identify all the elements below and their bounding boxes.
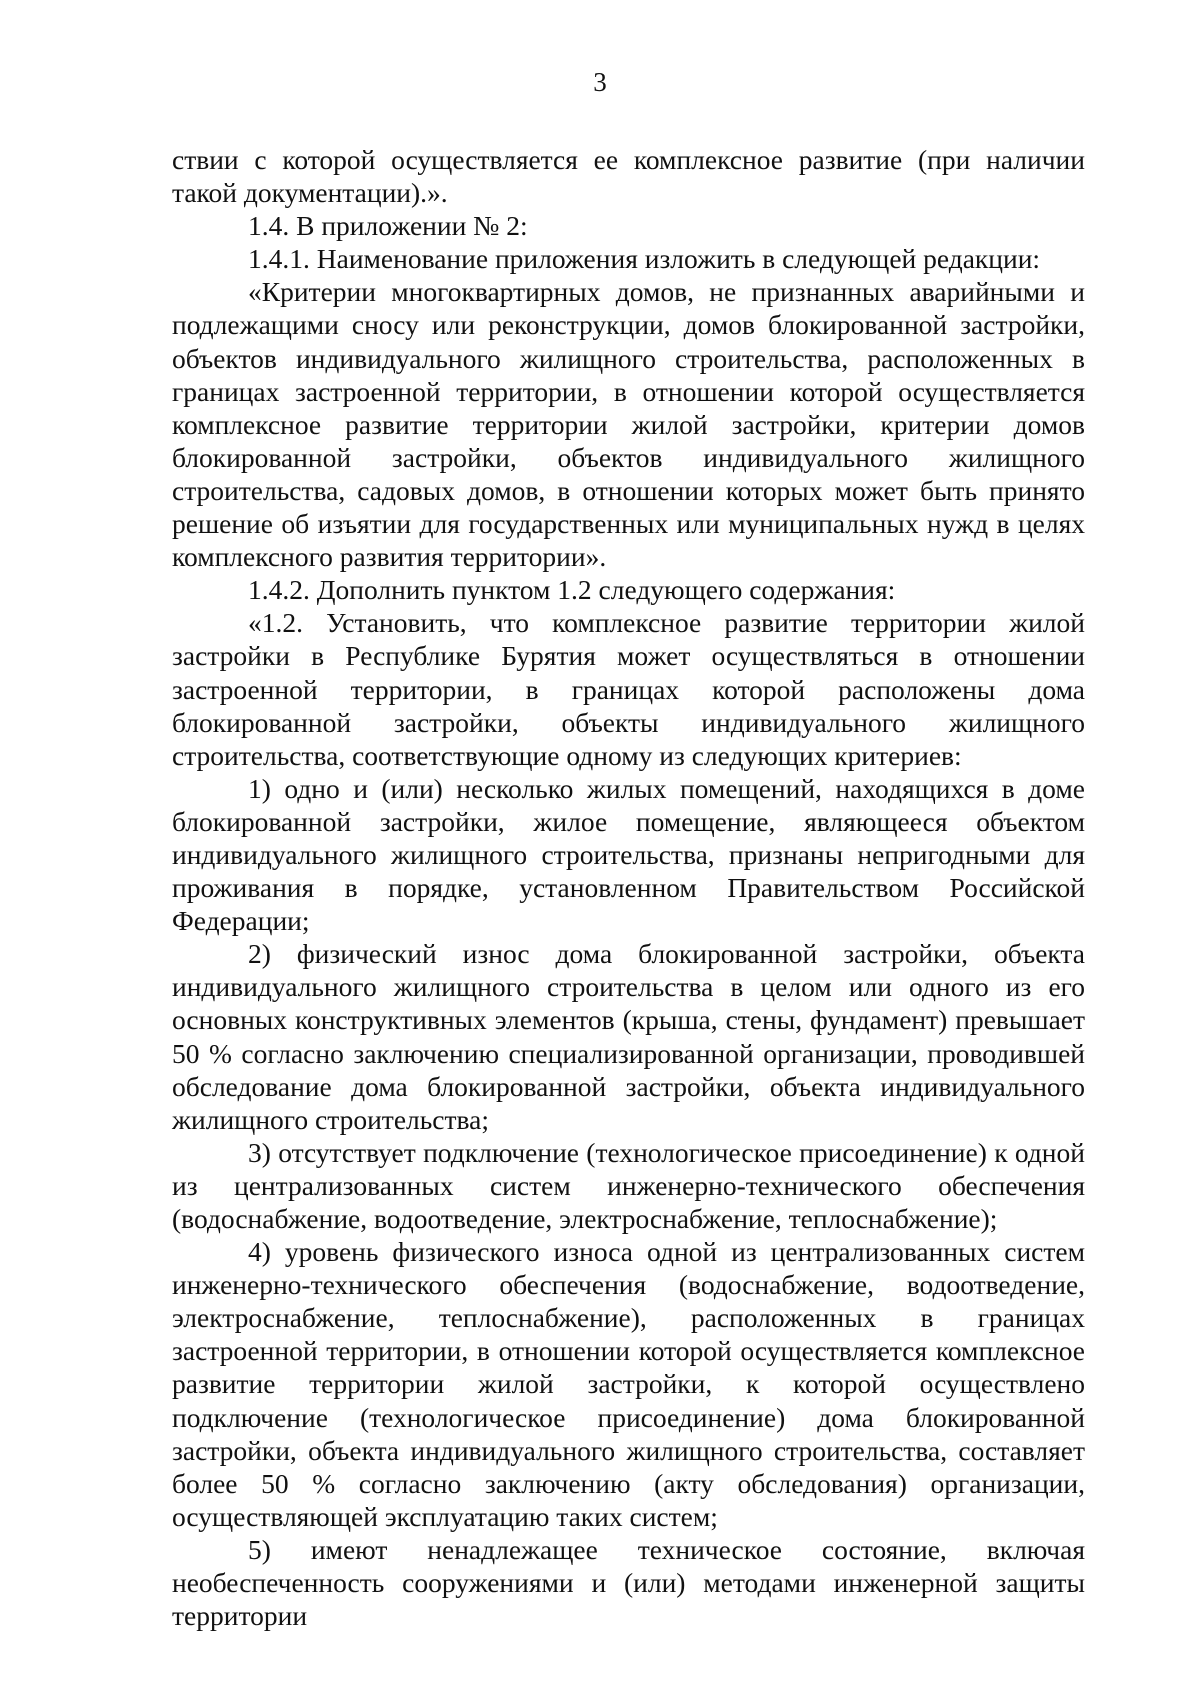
paragraph-1-2: «1.2. Установить, что комплексное развитие территории жилой застройки в Республике Бурятия может осуществляться в отношении застроенной территории, в границах которой расположены дома блокированной застройки, объекты индивидуального жилищного строительства, соответствующие одному из следующих критериев: <box>172 607 1085 771</box>
paragraph-1-4: 1.4. В приложении № 2: <box>248 210 528 242</box>
paragraph-1-4-1: 1.4.1. Наименование приложения изложить в следующей редакции: <box>248 243 1041 275</box>
paragraph-1-4-2: 1.4.2. Дополнить пунктом 1.2 следующего содержания: <box>248 574 896 606</box>
page-number: 3 <box>593 67 607 97</box>
criterion-4: 4) уровень физического износа одной из централизованных систем инженерно-технического обеспечения (водоснабжение, водоотведение, электроснабжение, теплоснабжение), расположенных в границах застроенной территории, в отношении которой осуществляется комплексное развитие территории жилой застройки, к которой осуществлено подключение (технологическое присоединение) дома блокированной застройки, объекта индивидуального жилищного строительства, составляет более 50 % согласно заключению (акту обследования) организации, осуществляющей эксплуатацию таких систем; <box>172 1236 1085 1532</box>
paragraph-continuation: ствии с которой осуществляется ее комплексное развитие (при наличии такой документации).». <box>172 144 1085 209</box>
paragraph-annex-title: «Критерии многоквартирных домов, не признанных аварийными и подлежащими сносу или реконструкции, домов блокированной застройки, объектов индивидуального жилищного строительства, расположенных в границах застроенной территории, в отношении которой осуществляется комплексное развитие территории жилой застройки, критерии домов блокированной застройки, объектов индивидуального жилищного строительства, садовых домов, в отношении которых может быть принято решение об изъятии для государственных или муниципальных нужд в целях комплексного развития территории». <box>172 276 1085 573</box>
document-body <box>172 143 1085 1632</box>
criterion-5: 5) имеют ненадлежащее техническое состояние, включая необеспеченность сооружениями и (или) методами инженерной защиты территории <box>172 1533 1085 1632</box>
criterion-3: 3) отсутствует подключение (технологическое присоединение) к одной из централизованных систем инженерно-технического обеспечения (водоснабжение, водоотведение, электроснабжение, теплоснабжение); <box>172 1136 1085 1234</box>
criterion-1: 1) одно и (или) несколько жилых помещений, находящихся в доме блокированной застройки, жилое помещение, являющееся объектом индивидуального жилищного строительства, признаны непригодными для проживания в порядке, установленном Правительством Российской Федерации; <box>172 772 1085 937</box>
criterion-2: 2) физический износ дома блокированной застройки, объекта индивидуального жилищного строительства в целом или одного из его основных конструктивных элементов (крыша, стены, фундамент) превышает 50 % согласно заключению специализированной организации, проводившей обследование дома блокированной застройки, объекта индивидуального жилищного строительства; <box>172 938 1085 1135</box>
